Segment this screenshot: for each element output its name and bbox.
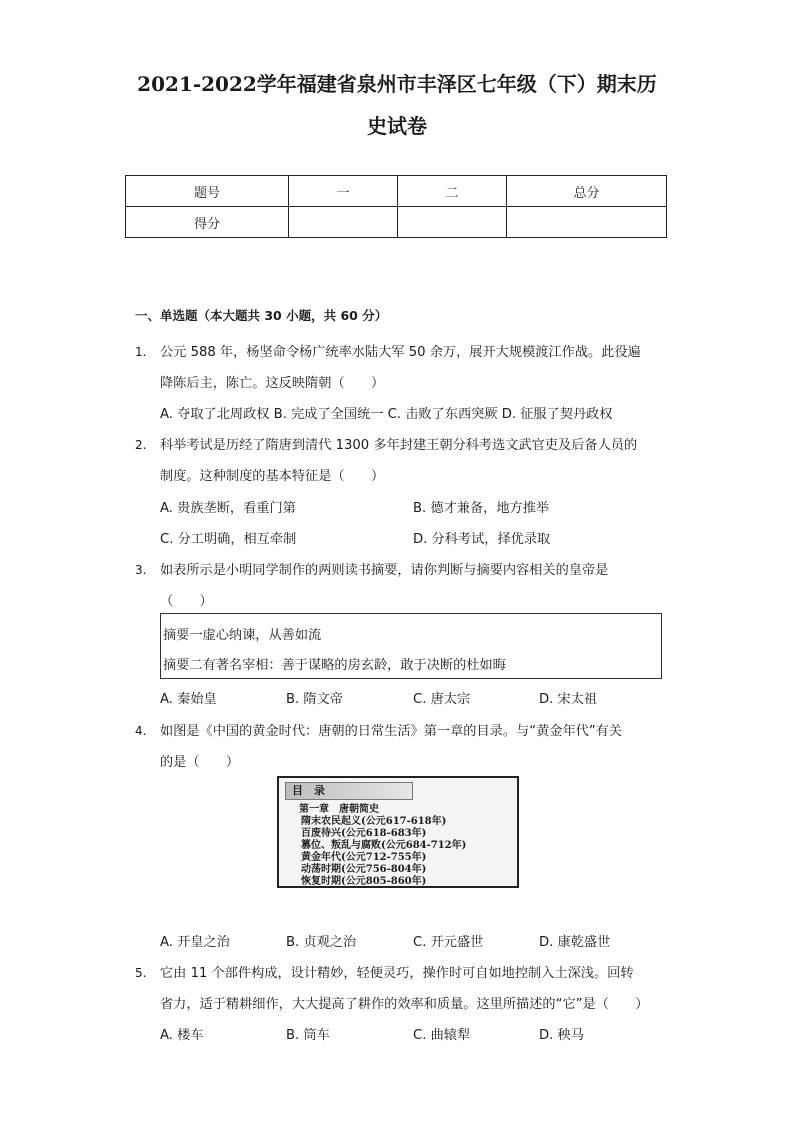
summary-line: 摘要二有著名宰相：善于谋略的房玄龄，敢于决断的杜如晦	[163, 658, 506, 673]
contents-line: 黄金年代(公元712-755年)	[301, 852, 427, 863]
answer-option: C. 开元盛世	[413, 935, 484, 950]
reading-summary-box	[160, 613, 662, 679]
answer-option: C. 分工明确，相互牵制	[160, 532, 297, 547]
score-header-cell: 二	[398, 176, 507, 207]
answer-options: A. 夺取了北周政权 B. 完成了全国统一 C. 击败了东西突厥 D. 征服了契丹政权	[160, 407, 613, 422]
contents-line: 篡位、叛乱与腐败(公元684-712年)	[301, 840, 467, 851]
question-text: 科举考试是历经了隋唐到清代 1300 多年封建王朝分科考选文武官吏及后备人员的	[160, 438, 638, 453]
question-text: 省力，适于精耕细作，大大提高了耕作的效率和质量。这里所描述的“它”是（ ）	[160, 997, 649, 1012]
contents-line: 动荡时期(公元756-804年)	[301, 864, 427, 875]
answer-option: B. 隋文帝	[286, 692, 343, 707]
summary-line: 摘要一虚心纳谏，从善如流	[163, 628, 322, 643]
answer-option: A. 贵族垄断，看重门第	[160, 501, 296, 516]
section-heading: 一、单选题（本大题共 30 小题，共 60 分）	[135, 308, 388, 323]
score-cell	[507, 207, 667, 238]
score-table	[125, 175, 667, 238]
score-cell	[289, 207, 398, 238]
score-header-cell: 一	[289, 176, 398, 207]
question-text: 公元 588 年，杨坚命令杨广统率水陆大军 50 余万，展开大规模渡江作战。此役遍	[160, 345, 641, 360]
question-text: 制度。这种制度的基本特征是（ ）	[160, 469, 385, 484]
answer-option: D. 分科考试，择优录取	[413, 532, 551, 547]
page-title-line2: 史试卷	[367, 114, 427, 138]
question-text: 如表所示是小明同学制作的两则读书摘要，请你判断与摘要内容相关的皇帝是	[160, 563, 609, 578]
answer-option: B. 德才兼备，地方推举	[413, 501, 550, 516]
question-text: 降陈后主，陈亡。这反映隋朝（ ）	[160, 376, 385, 391]
contents-heading: 目 录	[285, 782, 413, 800]
answer-option: C. 唐太宗	[413, 692, 471, 707]
answer-option: B. 贞观之治	[286, 935, 357, 950]
contents-line: 隋末农民起义(公元617-618年)	[301, 816, 447, 827]
question-number: 1.	[135, 345, 147, 359]
score-table-row	[126, 207, 667, 238]
question-text: 的是（ ）	[160, 755, 240, 770]
answer-option: A. 楼车	[160, 1028, 204, 1043]
answer-option: A. 秦始皇	[160, 692, 217, 707]
answer-option: B. 筒车	[286, 1028, 330, 1043]
book-contents-figure	[277, 776, 519, 888]
score-header-cell: 总分	[507, 176, 667, 207]
contents-line: 第一章 唐朝简史	[299, 804, 379, 815]
question-text: （ ）	[160, 594, 213, 609]
score-header-cell: 题号	[126, 176, 289, 207]
question-text: 如图是《中国的黄金时代：唐朝的日常生活》第一章的目录。与“黄金年代”有关	[160, 724, 623, 739]
score-table-header-row	[126, 176, 667, 207]
answer-option: D. 康乾盛世	[539, 935, 611, 950]
question-number: 5.	[135, 966, 147, 980]
answer-option: C. 曲辕犁	[413, 1028, 471, 1043]
answer-option: A. 开皇之治	[160, 935, 230, 950]
question-number: 4.	[135, 724, 147, 738]
score-cell	[398, 207, 507, 238]
score-row-label: 得分	[126, 207, 289, 238]
question-number: 2.	[135, 438, 147, 452]
question-text: 它由 11 个部件构成，设计精妙，轻便灵巧，操作时可自如地控制入土深浅。回转	[160, 966, 634, 981]
contents-line: 百废待兴(公元618-683年)	[301, 828, 427, 839]
page-title-line1: 2021-2022学年福建省泉州市丰泽区七年级（下）期末历	[137, 72, 657, 96]
question-number: 3.	[135, 563, 147, 577]
answer-option: D. 宋太祖	[539, 692, 598, 707]
answer-option: D. 秧马	[539, 1028, 584, 1043]
contents-line: 恢复时期(公元805-860年)	[301, 876, 427, 887]
